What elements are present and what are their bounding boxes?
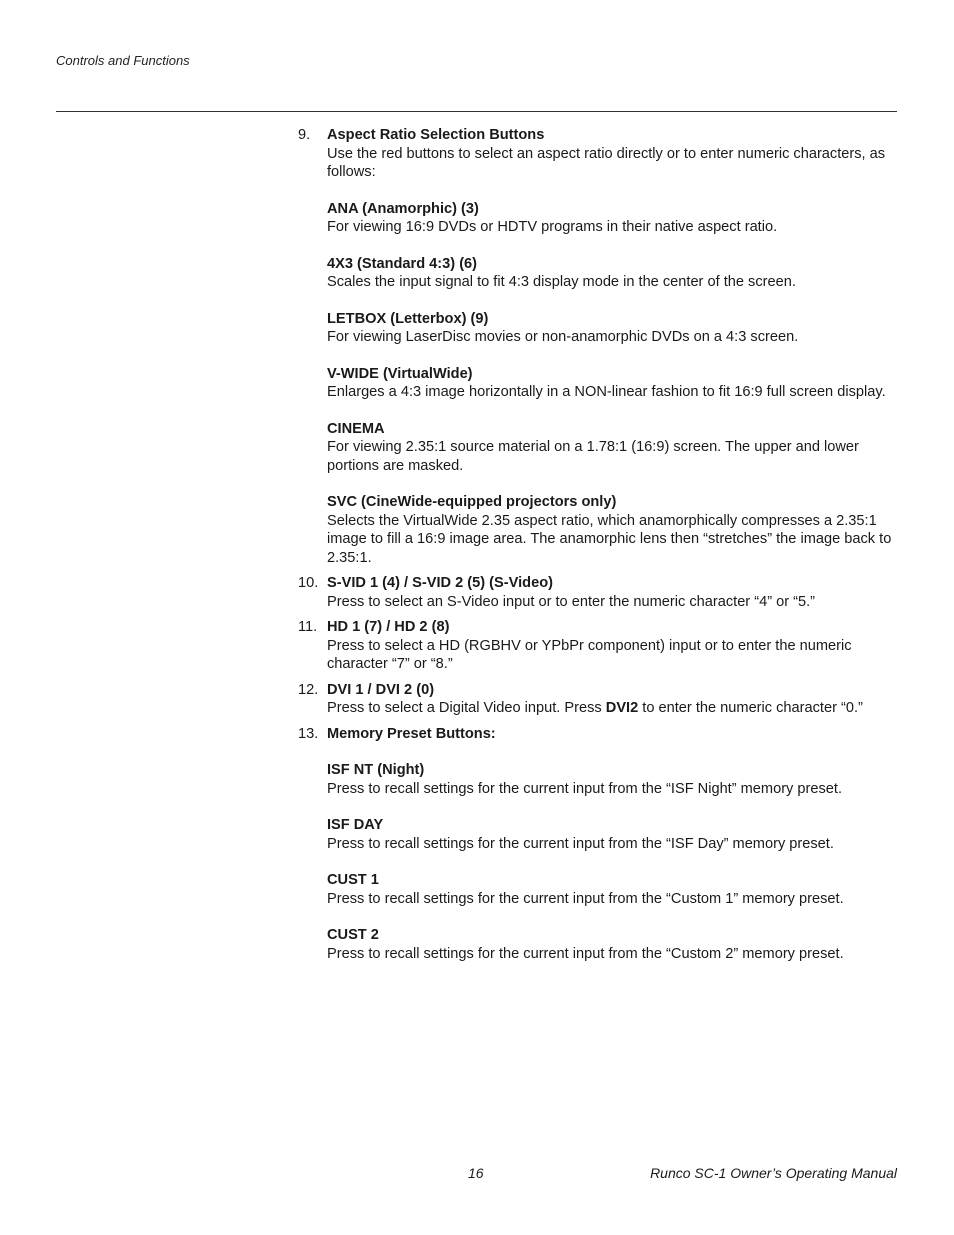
list-item-10 <box>298 574 900 611</box>
subitem-title: ISF DAY <box>327 817 384 833</box>
item-title: DVI 1 / DVI 2 (0) <box>327 681 435 698</box>
subitem-cust-2 <box>327 926 900 963</box>
subitem-isf-nt <box>327 761 900 798</box>
subitem-title: CUST 1 <box>327 872 379 888</box>
subitem-title: ISF NT (Night) <box>327 762 425 778</box>
list-item-9 <box>298 126 900 567</box>
header-rule <box>56 111 897 112</box>
desc-text: to enter the numeric character “0.” <box>638 700 863 716</box>
item-number: 13. <box>298 725 319 742</box>
subitem-description: Selects the VirtualWide 2.35 aspect ratio, which anamorphically compresses a 2.35:1 image to fill a 16:9 image area. The anamorphic lens then “stretches” the image back to 2.35:1. <box>327 512 892 566</box>
subitem-isf-day <box>327 816 900 853</box>
subitem-title: LETBOX (Letterbox) (9) <box>327 310 489 327</box>
item-number: 9. <box>298 127 311 143</box>
item-title: Memory Preset Buttons: <box>327 725 496 742</box>
subitem-v-wide <box>327 365 900 402</box>
page-header-title: Controls and Functions <box>56 53 190 68</box>
list-item-13 <box>298 725 900 964</box>
subitem-title: SVC (CineWide-equipped projectors only) <box>327 494 617 510</box>
item-description: Press to select an S-Video input or to enter the numeric character “4” or “5.” <box>327 593 816 610</box>
item-title: HD 1 (7) / HD 2 (8) <box>327 619 450 635</box>
list-item-11 <box>298 618 900 674</box>
item-number: 10. <box>298 575 319 591</box>
subitem-letbox <box>327 310 900 347</box>
manual-title: Runco SC-1 Owner’s Operating Manual <box>650 1165 897 1181</box>
item-title: S-VID 1 (4) / S-VID 2 (5) (S-Video) <box>327 575 553 591</box>
subitem-description: Press to recall settings for the current input from the “Custom 1” memory preset. <box>327 890 844 907</box>
subitem-title: CUST 2 <box>327 927 379 943</box>
subitem-description: Press to recall settings for the current input from the “ISF Night” memory preset. <box>327 780 843 797</box>
item-title: Aspect Ratio Selection Buttons <box>327 127 545 143</box>
list-item-12 <box>298 681 900 718</box>
subitem-description: Press to recall settings for the current input from the “Custom 2” memory preset. <box>327 945 844 962</box>
item-description: Press to select a HD (RGBHV or YPbPr component) input or to enter the numeric character “7” or “8.” <box>327 637 852 672</box>
subitem-description: Press to recall settings for the current input from the “ISF Day” memory preset. <box>327 835 834 852</box>
subitem-title: CINEMA <box>327 420 385 437</box>
desc-text: Press to select a Digital Video input. Press <box>327 700 606 716</box>
subitem-ana <box>327 200 900 237</box>
subitem-cust-1 <box>327 871 900 908</box>
item-description <box>327 699 900 718</box>
subitem-title: V-WIDE (VirtualWide) <box>327 365 473 382</box>
subitem-description: Scales the input signal to fit 4:3 display mode in the center of the screen. <box>327 274 796 290</box>
subitem-description: For viewing 16:9 DVDs or HDTV programs in their native aspect ratio. <box>327 219 778 235</box>
page-number: 16 <box>468 1165 484 1181</box>
item-description: Use the red buttons to select an aspect ratio directly or to enter numeric characters, as follows: <box>327 145 886 180</box>
subitem-description: For viewing LaserDisc movies or non-anamorphic DVDs on a 4:3 screen. <box>327 329 799 345</box>
item-number: 12. <box>298 681 319 698</box>
subitem-title: 4X3 (Standard 4:3) (6) <box>327 255 478 272</box>
subitem-cinema <box>327 420 900 476</box>
subitem-svc <box>327 493 900 567</box>
content <box>298 126 900 970</box>
item-number: 11. <box>298 619 318 635</box>
subitem-description: For viewing 2.35:1 source material on a 1.78:1 (16:9) screen. The upper and lower portions are masked. <box>327 439 859 474</box>
subitem-4x3 <box>327 255 900 292</box>
subitem-title: ANA (Anamorphic) (3) <box>327 200 479 217</box>
subitem-description: Enlarges a 4:3 image horizontally in a NON-linear fashion to fit 16:9 full screen display. <box>327 384 886 400</box>
desc-bold-key: DVI2 <box>605 700 639 716</box>
